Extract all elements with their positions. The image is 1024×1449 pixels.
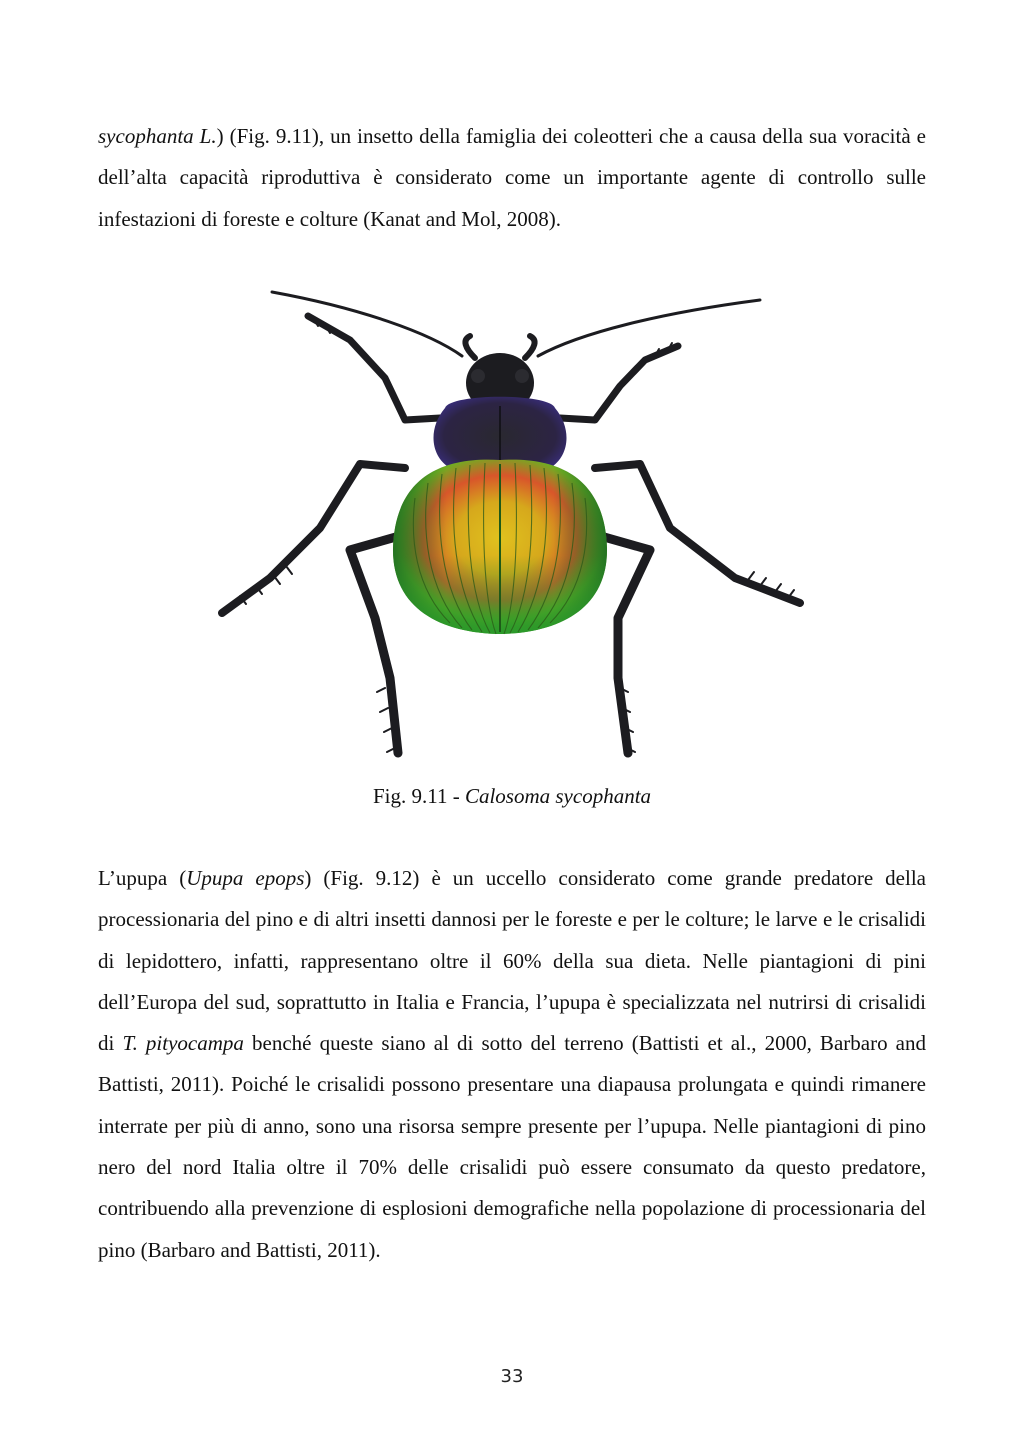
beetle-icon (200, 278, 820, 768)
paragraph-text: L’upupa ( (98, 866, 187, 890)
page-number: 33 (500, 1366, 524, 1387)
paragraph-upupa (98, 858, 926, 1271)
beetle-figure (200, 278, 820, 768)
figure-caption (0, 782, 1024, 810)
caption-species-italic: Calosoma sycophanta (464, 784, 652, 808)
species-name-italic: Upupa epops (186, 866, 305, 890)
species-name-italic: T. pityocampa (122, 1031, 244, 1056)
paragraph-text: ) (Fig. 9.12) è un uccello considerato come grande predatore della processionaria del pino e di altri insetti dannosi per le foreste e per le colture; le larve e le crisalidi di lepidottero, infatti, rappresentano oltre il 60% della sua dieta. Nelle piantagioni di pini dell’Europa del sud, soprattutto in Italia e Francia, l’upupa è specializzata nel nutrirsi di crisalidi di (98, 866, 926, 1056)
species-name-italic: sycophanta L. (98, 124, 217, 148)
paragraph-calosoma (98, 116, 926, 240)
paragraph-text: ) (Fig. 9.11), un insetto della famiglia dei coleotteri che a causa della sua voracità e dell’alta capacità riproduttiva è considerato come un importante agente di controllo sulle infestazioni di foreste e colture (Kanat and Mol, 2008). (98, 124, 926, 231)
paragraph-text: benché queste siano al di sotto del terreno (Battisti et al., 2000, Barbaro and Battisti, 2011). Poiché le crisalidi possono presentare una diapausa prolungata e quindi rimanere interrate per più di anno, sono una risorsa sempre presente per l’upupa. Nelle piantagioni di pino nero del nord Italia oltre il 70% delle crisalidi può essere consumato da questo predatore, contribuendo alla prevenzione di esplosioni demografiche nella popolazione di processionaria del pino (Barbaro and Battisti, 2011). (98, 1031, 926, 1262)
caption-prefix: Fig. 9.11 - (372, 784, 465, 808)
